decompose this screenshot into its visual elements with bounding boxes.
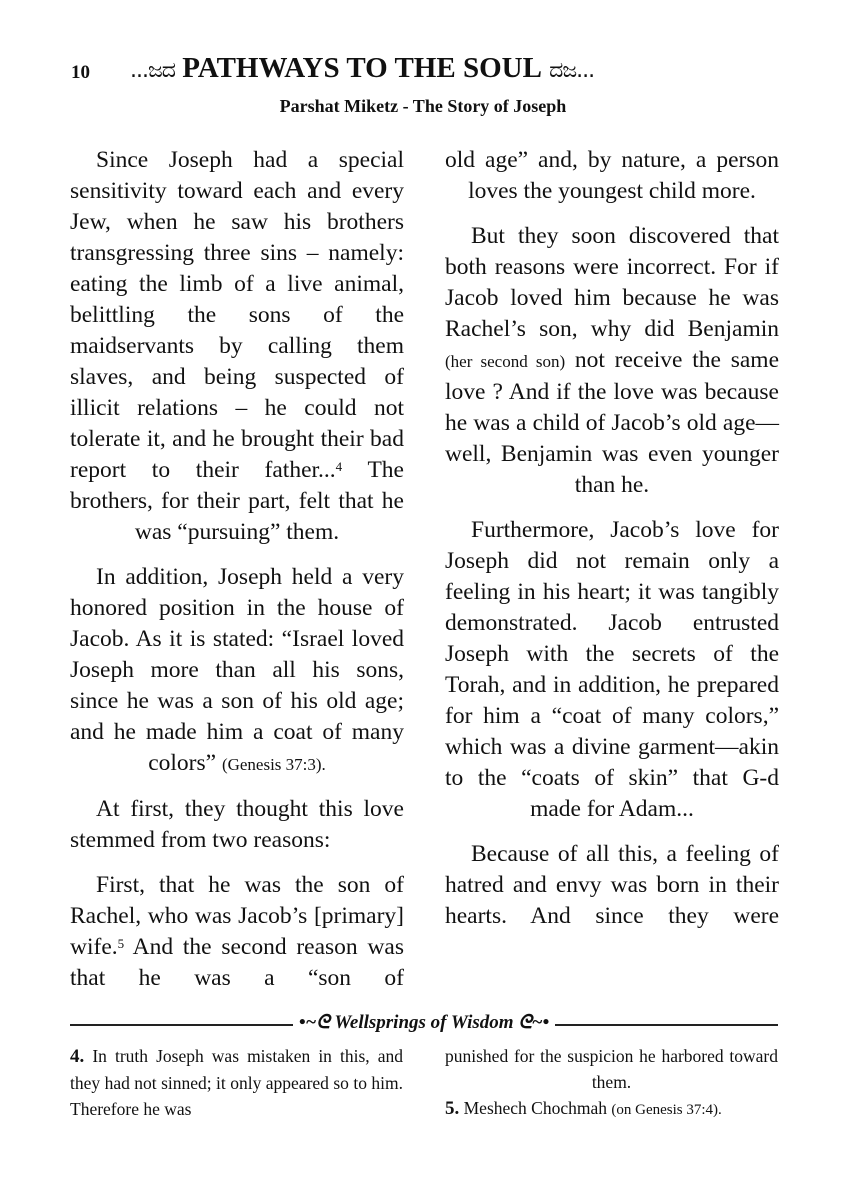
book-title: PATHWAYS TO THE SOUL — [182, 52, 542, 84]
page-number: 10 — [71, 62, 90, 83]
ornament-right-icon: ದಜ... — [549, 58, 595, 83]
footnote-4-continued: punished for the suspicion he harbored toward them. — [445, 1046, 778, 1092]
citation: (on Genesis 37:4). — [611, 1102, 722, 1118]
paragraph-text: But they soon discovered that both reasons were incorrect. For if Jacob loved him because he was Rachel’s son, why did Benjamin — [445, 223, 779, 342]
paragraph-text: not receive the same love ? And if the love was because he was a child of Jacob’s old age—well, Benjamin was even younger than he. — [445, 347, 779, 498]
footnote-text: In truth Joseph was mistaken in this, and they had not sinned; it only appeared so to him. Therefore he was — [70, 1046, 403, 1119]
paragraph: Because of all this, a feeling of hatred and envy was born in their hearts. And since they were — [445, 841, 779, 929]
footnote-5 — [445, 1095, 778, 1123]
paragraph — [445, 221, 779, 501]
footnote-ref: 4 — [335, 459, 343, 474]
paragraph — [70, 870, 404, 994]
ornament-left-icon: ...ಜದ — [130, 58, 175, 83]
paragraph-text: In addition, Joseph held a very honored position in the house of Jacob. As it is stated: “Israel loved Joseph more than all his sons, since he was a son of his old age; and he made him a coat of many colors” — [70, 564, 404, 776]
footnote-section-title: Wellsprings of Wisdom — [334, 1012, 514, 1033]
footnote-ref: 5 — [117, 936, 125, 951]
footnote-4 — [70, 1043, 403, 1122]
paragraph-text: Since Joseph had a special sensitivity toward each and every Jew, when he saw his brothers transgressing three sins – namely: eating the limb of a live animal, belittling the sons of the maidservants by calling them slaves, and being suspected of illicit relations – he could not tolerate it, and he brought their bad report to their father... — [70, 147, 404, 483]
paragraph-text: And the second reason was that he was a “son of — [70, 934, 404, 991]
right-column — [445, 145, 779, 946]
citation: (Genesis 37:3). — [221, 755, 326, 774]
ornament-icon: •~ᘓ — [298, 1012, 335, 1033]
footnote-divider — [70, 1012, 778, 1036]
footnote-number: 5. — [445, 1098, 460, 1119]
chapter-subtitle: Parshat Miketz - The Story of Joseph — [279, 96, 567, 116]
paragraph: At first, they thought this love stemmed from two reasons: — [70, 796, 404, 853]
aside: (her second son) — [445, 352, 566, 371]
footnote-number: 4. — [70, 1046, 85, 1067]
paragraph: Furthermore, Jacob’s love for Joseph did not remain only a feeling in his heart; it was tangibly demonstrated. Jacob entrusted Joseph with the secrets of the Torah, and in addition, he prepared for him a “coat of many colors,” which was a divine garment—akin to the “coats of skin” that G-d made for Adam... — [445, 517, 779, 822]
footnotes-right — [445, 1043, 778, 1123]
footnote-text: Meshech Chochmah — [459, 1098, 612, 1118]
paragraph-text: The brothers, for their part, felt that he was “pursuing” them. — [70, 457, 404, 545]
left-column — [70, 145, 404, 1008]
footnotes-left — [70, 1043, 403, 1122]
paragraph — [70, 145, 404, 548]
running-title — [130, 52, 730, 85]
paragraph — [70, 562, 404, 780]
paragraph-text: First, that he was the son of Rachel, who was Jacob’s [primary] wife. — [70, 872, 404, 960]
ornament-icon: ᘓ~• — [513, 1012, 550, 1033]
paragraph: old age” and, by nature, a person loves the youngest child more. — [445, 147, 779, 204]
